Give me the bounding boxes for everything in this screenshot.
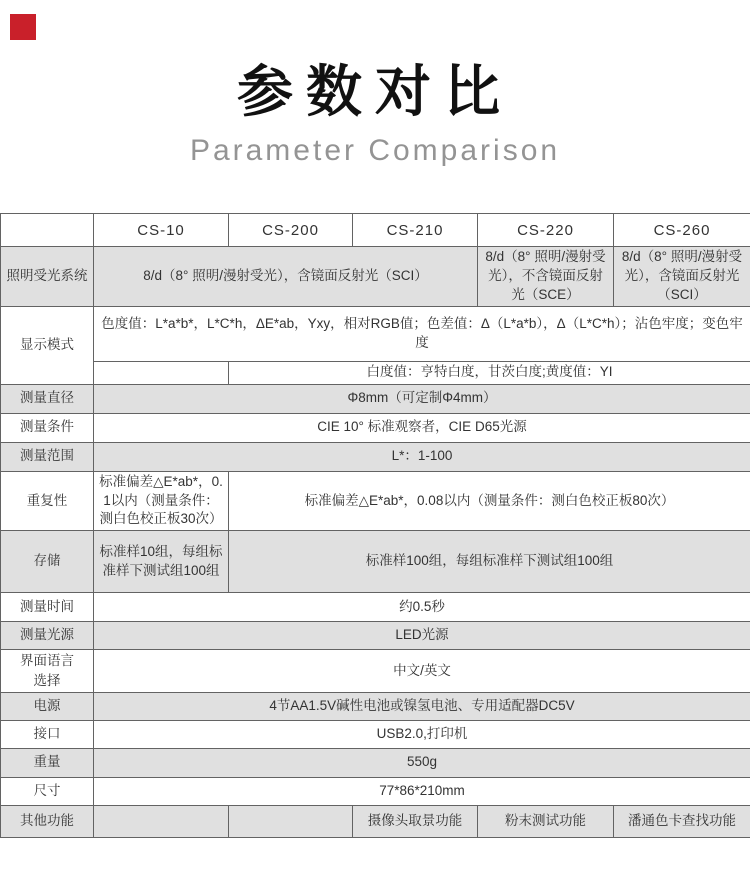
cell-other-empty-cs10 <box>94 805 229 837</box>
row-power <box>1 692 750 720</box>
header-corner-cell <box>1 214 94 247</box>
row-label-condition: 测量条件 <box>1 413 94 442</box>
row-label-other-functions: 其他功能 <box>1 805 94 837</box>
cell-size-value: 77*86*210mm <box>94 777 750 805</box>
cell-storage-others: 标准样100组，每组标准样下测试组100组 <box>229 531 750 593</box>
row-label-aperture: 测量直径 <box>1 384 94 413</box>
row-label-language-text: 界面语言选择 <box>20 653 74 688</box>
cell-illumination-sci: 8/d（8° 照明/漫射受光），含镜面反射光（SCI） <box>94 247 478 307</box>
row-label-power: 电源 <box>1 692 94 720</box>
row-interface <box>1 720 750 748</box>
row-label-repeatability: 重复性 <box>1 471 94 531</box>
product-header-cs220: CS-220 <box>478 214 614 247</box>
page-title: 参数对比 <box>237 60 513 123</box>
row-label-size: 尺寸 <box>1 777 94 805</box>
cell-interface-value: USB2.0,打印机 <box>94 720 750 748</box>
row-display-mode-whiteness <box>1 361 750 384</box>
row-size <box>1 777 750 805</box>
cell-repeatability-others: 标准偏差△E*ab*，0.08以内（测量条件：测白色校正板80次） <box>229 471 750 531</box>
row-range <box>1 442 750 471</box>
cell-condition-value: CIE 10° 标准观察者，CIE D65光源 <box>94 413 750 442</box>
row-label-range: 测量范围 <box>1 442 94 471</box>
cell-other-cs210: 摄像头取景功能 <box>353 805 478 837</box>
row-label-weight: 重量 <box>1 748 94 777</box>
row-repeatability <box>1 471 750 531</box>
cell-aperture-value: Φ8mm（可定制Φ4mm） <box>94 384 750 413</box>
row-light-source <box>1 622 750 650</box>
cell-other-cs220: 粉末测试功能 <box>478 805 614 837</box>
cell-other-cs260: 潘通色卡查找功能 <box>614 805 750 837</box>
cell-power-value: 4节AA1.5V碱性电池或镍氢电池、专用适配器DC5V <box>94 692 750 720</box>
parameter-comparison-table <box>0 213 750 838</box>
row-condition <box>1 413 750 442</box>
cell-storage-cs10: 标准样10组，每组标准样下测试组100组 <box>94 531 229 593</box>
row-illumination <box>1 247 750 307</box>
row-aperture <box>1 384 750 413</box>
product-header-cs10: CS-10 <box>94 214 229 247</box>
row-label-storage: 存储 <box>1 531 94 593</box>
row-label-illumination: 照明受光系统 <box>1 247 94 307</box>
row-display-mode <box>1 306 750 361</box>
row-label-time: 测量时间 <box>1 593 94 622</box>
row-label-interface: 接口 <box>1 720 94 748</box>
row-label-light-source: 测量光源 <box>1 622 94 650</box>
row-other-functions <box>1 805 750 837</box>
cell-display-whiteness: 白度值：亨特白度，甘茨白度;黄度值：YI <box>229 361 750 384</box>
product-header-cs200: CS-200 <box>229 214 353 247</box>
cell-weight-value: 550g <box>94 748 750 777</box>
cell-language-value: 中文/英文 <box>94 650 750 692</box>
cell-other-empty-cs200 <box>229 805 353 837</box>
table-header-row <box>1 214 750 247</box>
row-language <box>1 650 750 692</box>
cell-light-source-value: LED光源 <box>94 622 750 650</box>
row-storage <box>1 531 750 593</box>
row-label-display-mode: 显示模式 <box>1 306 94 384</box>
cell-illumination-sci-cs260: 8/d（8° 照明/漫射受光），含镜面反射光（SCI） <box>614 247 750 307</box>
page-subtitle: Parameter Comparison <box>189 134 561 168</box>
product-header-cs210: CS-210 <box>353 214 478 247</box>
row-time <box>1 593 750 622</box>
cell-illumination-sce-cs220: 8/d（8° 照明/漫射受光），不含镜面反射光（SCE） <box>478 247 614 307</box>
cell-time-value: 约0.5秒 <box>94 593 750 622</box>
cell-repeatability-cs10: 标准偏差△E*ab*，0.1以内（测量条件：测白色校正板30次） <box>94 471 229 531</box>
cell-display-chromaticity: 色度值：L*a*b*，L*C*h，ΔE*ab，Yxy，相对RGB值；色差值：Δ（L*a*b），Δ（L*C*h）；沾色牢度；变色牢度 <box>94 306 750 361</box>
cell-display-empty-cs10 <box>94 361 229 384</box>
cell-range-value: L*：1-100 <box>94 442 750 471</box>
page-header <box>0 0 750 167</box>
row-weight <box>1 748 750 777</box>
product-header-cs260: CS-260 <box>614 214 750 247</box>
row-label-language <box>1 650 94 692</box>
